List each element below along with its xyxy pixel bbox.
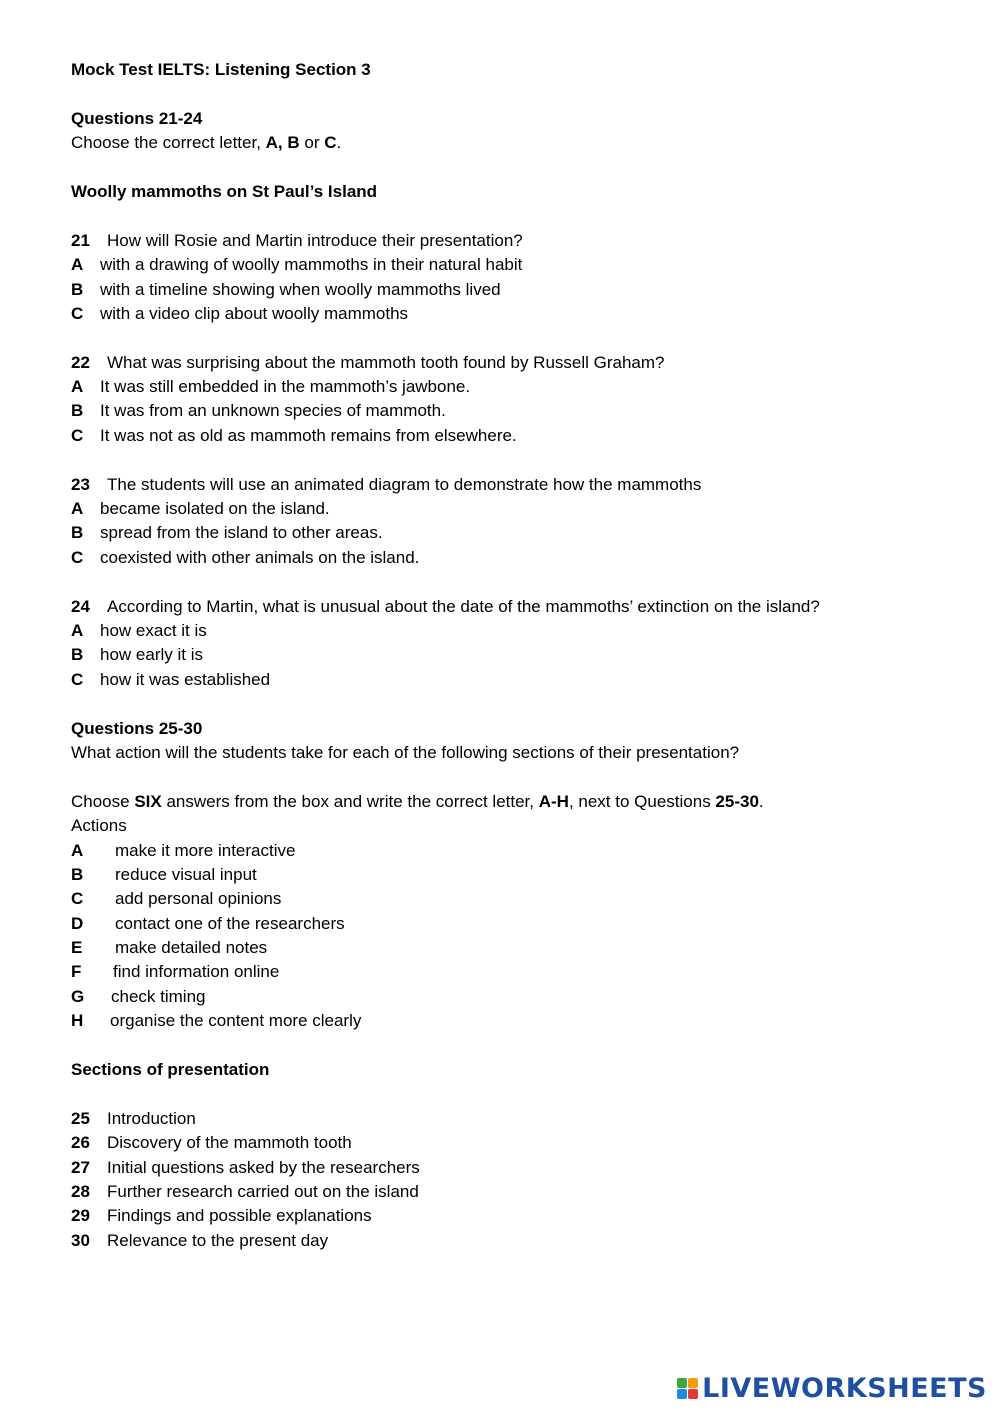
questions-21-24-heading: Questions 21-24 <box>71 108 203 128</box>
actions-label: Actions <box>71 816 127 836</box>
section-28[interactable]: 28 Further research carried out on the island <box>71 1181 419 1201</box>
question-24-option-a[interactable]: A how exact it is <box>71 620 207 640</box>
action-h: H organise the content more clearly <box>71 1011 362 1031</box>
page-title: Mock Test IELTS: Listening Section 3 <box>71 60 371 79</box>
section-25[interactable]: 25 Introduction <box>71 1108 196 1128</box>
questions-25-30-prompt: What action will the students take for each of the following sections of their presentation? <box>71 742 740 762</box>
section-27[interactable]: 27 Initial questions asked by the researchers <box>71 1157 420 1177</box>
question-23: 23 The students will use an animated diagram to demonstrate how the mammoths <box>71 474 702 494</box>
action-d: D contact one of the researchers <box>71 913 345 933</box>
question-21: 21 How will Rosie and Martin introduce their presentation? <box>71 230 523 250</box>
action-e: E make detailed notes <box>71 938 268 958</box>
question-21-option-b[interactable]: B with a timeline showing when woolly mammoths lived <box>71 279 501 299</box>
question-24-option-c[interactable]: C how it was established <box>71 669 271 689</box>
question-22-option-c[interactable]: C It was not as old as mammoth remains from elsewhere. <box>71 425 517 445</box>
section-30[interactable]: 30 Relevance to the present day <box>71 1230 329 1250</box>
choose-instruction: Choose SIX answers from the box and write the correct letter, A-H, next to Questions 25-30. <box>71 791 764 811</box>
question-22-option-b[interactable]: B It was from an unknown species of mammoth. <box>71 401 446 421</box>
section-subtitle: Woolly mammoths on St Paul’s Island <box>71 181 378 201</box>
worksheet-page <box>71 58 971 1253</box>
question-22: 22 What was surprising about the mammoth tooth found by Russell Graham? <box>71 352 665 372</box>
liveworksheets-logo <box>677 1373 987 1404</box>
action-c: C add personal opinions <box>71 889 282 909</box>
action-g: G check timing <box>71 986 206 1006</box>
logo-text: LIVEWORKSHEETS <box>702 1373 987 1404</box>
section-29[interactable]: 29 Findings and possible explanations <box>71 1206 372 1226</box>
section-26[interactable]: 26 Discovery of the mammoth tooth <box>71 1133 352 1153</box>
liveworksheets-logo-icon <box>677 1378 698 1399</box>
questions-25-30-heading: Questions 25-30 <box>71 718 203 738</box>
question-24-option-b[interactable]: B how early it is <box>71 645 203 665</box>
instruction-line: Choose the correct letter, A, B or C. <box>71 133 342 153</box>
question-21-option-a[interactable]: A with a drawing of woolly mammoths in their natural habit <box>71 255 523 275</box>
question-24: 24 According to Martin, what is unusual about the date of the mammoths’ extinction on the island? <box>71 596 820 616</box>
question-23-option-c[interactable]: C coexisted with other animals on the island. <box>71 547 420 567</box>
question-23-option-a[interactable]: A became isolated on the island. <box>71 499 330 519</box>
action-a: A make it more interactive <box>71 840 296 860</box>
question-22-option-a[interactable]: A It was still embedded in the mammoth’s jawbone. <box>71 377 471 397</box>
action-f: F find information online <box>71 962 280 982</box>
question-23-option-b[interactable]: B spread from the island to other areas. <box>71 523 383 543</box>
action-b: B reduce visual input <box>71 864 257 884</box>
sections-heading: Sections of presentation <box>71 1060 270 1080</box>
question-21-option-c[interactable]: C with a video clip about woolly mammoths <box>71 303 409 323</box>
